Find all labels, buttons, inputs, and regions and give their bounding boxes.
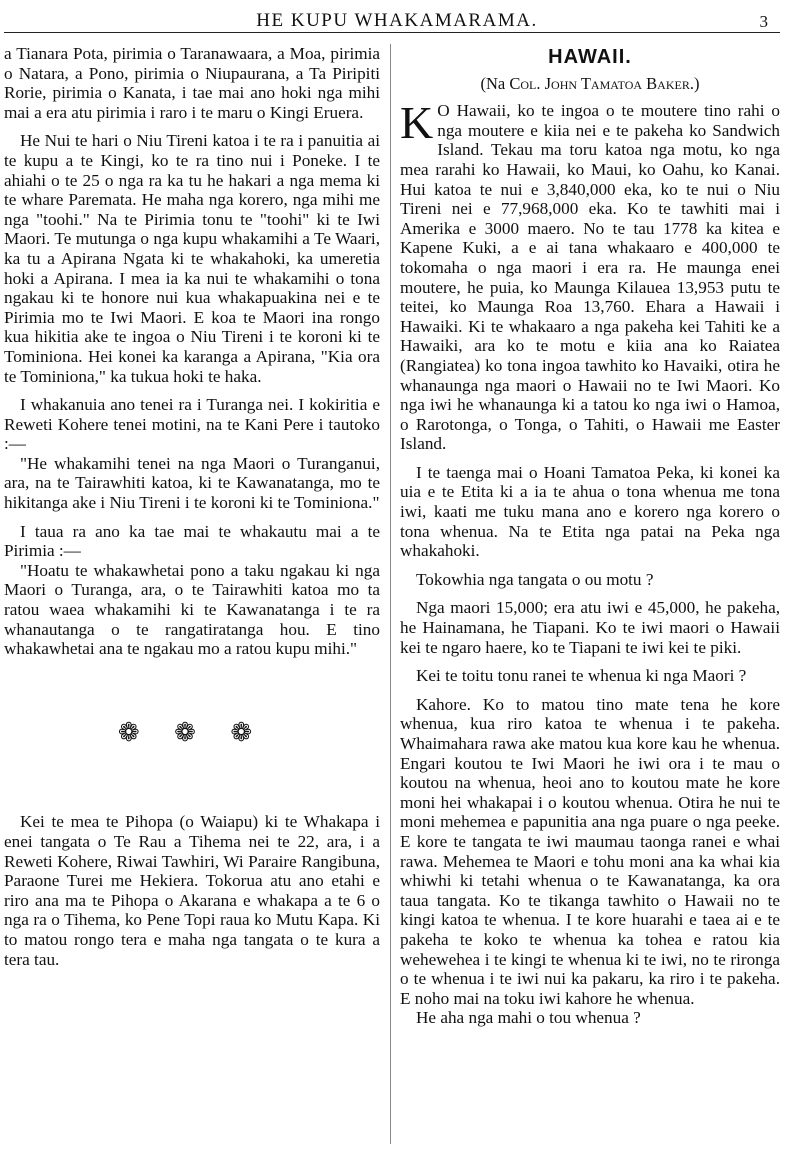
quoted-reply: "Hoatu te whakawhetai pono a taku ngakau ki nga Maori o Turanga, ara, o te Tairawhiti katoa mo ta ratou waea whakamihi ki te Kawanatanga i te ra whanautanga o te rangatiratanga hou. E tino whakawhetai ana te ngakau mo a ratou kupu mihi." xyxy=(4,560,380,659)
column-divider xyxy=(390,44,391,1144)
ornament-divider: ❁ ❁ ❁ xyxy=(117,717,267,747)
answer: Nga maori 15,000; era atu iwi e 45,000, he pakeha, he Hainamana, he Tiapani. Ko te iwi maori o Hawaii kei te ngaro haere, ko te Tiapani te iwi kei te piki. xyxy=(400,598,780,657)
running-title: HE KUPU WHAKAMARAMA. xyxy=(256,10,538,31)
left-column xyxy=(4,44,380,969)
paragraph: a Tianara Pota, pirimia o Taranawaara, a Moa, pirimia o Natara, a Pono, pirimia o Niupaurana, a Ta Piripiti Rorie, pirimia o Kanata, i tae mai ano hoki nga mihi mai a era atu pirimia i raro i te maru o Kingi Eruera. xyxy=(4,44,380,122)
quoted-motion: "He whakamihi tenei na nga Maori o Turanganui, ara, na te Tairawhiti katoa, ki te Kawanatanga, mo te hikitanga ake i Niu Tireni i te koroni ki te Tominiona." xyxy=(4,453,380,513)
right-column xyxy=(400,44,780,1028)
paragraph: I te taenga mai o Hoani Tamatoa Peka, ki konei ka uia e te Etita ki a ia te ahua o tona whenua me tona iwi, kaati me tuku mana ano e korero nga korero o tona whenua. Na te Etita nga patai na Peka nga whakahoki. xyxy=(400,462,780,561)
lead-paragraph xyxy=(400,97,780,454)
answer: Kahore. Ko to matou tino mate tena he kore whenua, kua riro katoa te whenua i te pakeha. Whaimahara rawa ake matou kua kore kau he whenua. Engari koutou te Iwi Maori he iwi ora i te mau o koutou na whenua, heoi ano to koutou mate he kore moni hei whakapai i o koutou whenua. Otira he nui te moni mehemea e papunitia ana nga puare o nga peeke. E kore te tangata te iwi maumau taonga ranei e whai rawa. Mehemea te Maori e tohu moni ana ka whai kia whiwhi ki tetahi whenua o te Kawanatanga, ka ora taua tangata. Ko te tikanga tawhito o Hawaii no te kingi katoa te whenua. I te kore huarahi e taea ai e te pakeha te koko te whenua ka tohea e ratou kia wehewehea i te kingi te whenua ki te iwi, no te rironga o te whenua i te iwi nui ka pakaru, ka riro i te pakeha. E noho mai na toku iwi kahore he whenua. xyxy=(400,694,780,1008)
section-title: HAWAII. xyxy=(548,46,632,68)
byline-prefix: (Na xyxy=(480,73,506,93)
lead-text: O Hawaii, ko te ingoa o te moutere tino rahi o nga moutere e kiia nei e te pakeha ko Sandwich Island. Tekau ma toru katoa nga motu, ko nga mea rarahi ko Hawaii, ko Maui, ko Oahu, ko Kanai. Hui katoa te nui e 3,840,000 eka, ko te nui o Niu Tireni nei e 77,968,000 eka. Ko te tawhiti mai i Amerika e 3000 maero. No te tau 1778 ka kitea e Kapene Kuki, a e ai tana whakaaro e 400,000 te tokomaha o nga maori i era ra. He maunga enei moutere, he puia, ko Maunga Kilauea 13,953 putu te teitei, ko Maunga Roa 13,760. Ehara a Hawaii i Hawaiki. Ki te whakaaro a nga pakeha kei Tahiti ke a Hawaiki, ara ko te motu e kiia ana ko Raiatea (Rangiatea) ko tona ingoa tawhito ko Havaiki, otira he whanaunga nga maori o Hawaii no te Iwi Maori. Ko nga iwi he whanaunga ki a tatou ko nga iwi o Hamoa, o Rarotonga, o Tonga, o Tahiti, o Hawaii me Easter Island. xyxy=(400,101,780,454)
paragraph: He Nui te hari o Niu Tireni katoa i te ra i panuitia ai te kupu a te Kingi, ko te ra tino nui i Poneke. I te ahiahi o te 25 o nga ra ka tu he hakari a nga mema ki te whare Paremata. He maha nga korero, nga mihi me nga "toohi." Na te Pirimia tonu te "toohi" ki te Iwi Maori. Te mutunga o nga kupu whakamihi a Te Waari, ka tu a Apirana Ngata ki te whakahoki, ka umeretia hoki a Apirana. I mea ia ka nui te whakamihi o tona ngakau ki te honore nui kua whakapuakina nei e te Pirimia mo te Iwi Maori. E koa te Maori ina rongo kua hikitia ake te ingoa o Niu Tireni i te koroni ki te Tominiona. Hei konei ka karanga a Apirana, "Kia ora te Tominiona," ka tukua hoki te haka. xyxy=(4,131,380,386)
paragraph: Kei te mea te Pihopa (o Waiapu) ki te Whakapa i enei tangata o Te Rau a Tihema nei te 22, ara, i a Reweti Kohere, Riwai Tawhiri, Wi Paraire Rangibuna, Paraone Turei me Hekiera. Tokorua atu ano etahi e riro ana ma te Pihopa o Akarana e whakapa a te 6 o nga ra o Tihema, ko Pene Topi raua ko Mutu Kapa. Ki to matou rongo tera e maha nga tangata o te kura a tera tau. xyxy=(4,812,380,969)
header-rule xyxy=(4,32,780,33)
drop-cap: K xyxy=(400,97,434,149)
question: He aha nga mahi o tou whenua ? xyxy=(416,1008,641,1028)
byline-name: Col. John Tamatoa Baker.) xyxy=(509,73,700,93)
paragraph: I taua ra ano ka tae mai te whakautu mai a te Pirimia :— xyxy=(4,521,380,561)
paragraph: I whakanuia ano tenei ra i Turanga nei. I kokiritia e Reweti Kohere tenei motini, na te Kani Pere i tautoko :— xyxy=(4,395,380,454)
byline xyxy=(400,74,780,94)
question: Kei te toitu tonu ranei te whenua ki nga Maori ? xyxy=(416,666,747,686)
page-number: 3 xyxy=(759,12,768,31)
question: Tokowhia nga tangata o ou motu ? xyxy=(416,569,654,589)
